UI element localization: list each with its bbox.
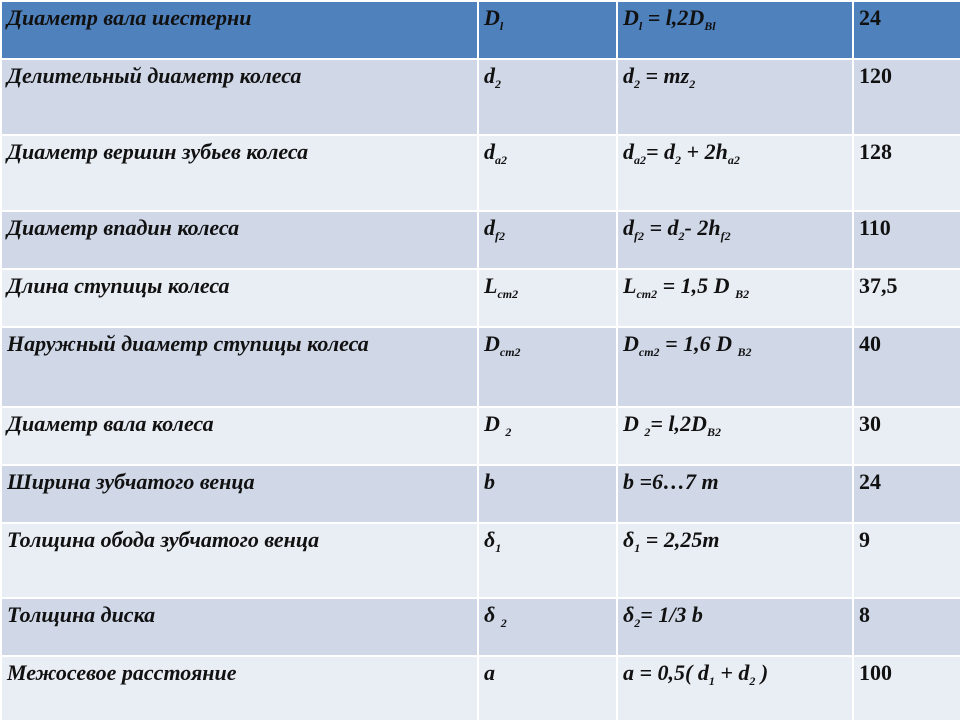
table-row bbox=[1, 465, 960, 523]
formula-subscript: 2 bbox=[634, 616, 641, 630]
parameter-name: Диаметр впадин колеса bbox=[1, 211, 478, 269]
table-row bbox=[1, 407, 960, 465]
symbol-base: a bbox=[484, 660, 495, 685]
formula-text: δ bbox=[623, 527, 635, 552]
formula-subscript: f2 bbox=[720, 229, 731, 243]
table-row bbox=[1, 523, 960, 598]
parameter-value: 8 bbox=[853, 598, 960, 656]
formula bbox=[617, 327, 853, 407]
table-row bbox=[1, 1, 960, 59]
formula-text: d bbox=[623, 63, 634, 88]
parameter-symbol bbox=[478, 211, 617, 269]
parameter-symbol bbox=[478, 327, 617, 407]
formula bbox=[617, 407, 853, 465]
parameter-name: Диаметр вала колеса bbox=[1, 407, 478, 465]
formula-subscript: 2 bbox=[689, 77, 696, 91]
parameter-value: 110 bbox=[853, 211, 960, 269]
symbol-subscript: l bbox=[499, 19, 504, 33]
parameter-name: Длина ступицы колеса bbox=[1, 269, 478, 327]
parameter-symbol bbox=[478, 269, 617, 327]
parameter-symbol bbox=[478, 465, 617, 523]
formula-subscript: B2 bbox=[706, 425, 721, 439]
symbol-base: d bbox=[484, 215, 495, 240]
formula-text: = mz bbox=[640, 63, 690, 88]
formula-text: L bbox=[623, 273, 637, 298]
formula-text: ) bbox=[755, 660, 769, 685]
parameter-symbol bbox=[478, 523, 617, 598]
parameter-name: Делительный диаметр колеса bbox=[1, 59, 478, 135]
parameter-symbol bbox=[478, 135, 617, 211]
formula-subscript: B2 bbox=[735, 287, 750, 301]
parameter-name: Наружный диаметр ступицы колеса bbox=[1, 327, 478, 407]
formula-subscript: Bl bbox=[704, 19, 716, 33]
table-row bbox=[1, 327, 960, 407]
formula bbox=[617, 1, 853, 59]
formula-subscript: B2 bbox=[737, 345, 752, 359]
formula-subscript: 1 bbox=[634, 541, 641, 555]
symbol-subscript: f2 bbox=[495, 229, 505, 243]
parameter-name: Межосевое расстояние bbox=[1, 656, 478, 721]
formula bbox=[617, 465, 853, 523]
table-row bbox=[1, 656, 960, 721]
parameter-value: 40 bbox=[853, 327, 960, 407]
formula-subscript: 2 bbox=[644, 425, 651, 439]
symbol-subscript: 2 bbox=[505, 425, 512, 439]
formula-text: = 1,6 D bbox=[659, 331, 738, 356]
symbol-base: d bbox=[484, 139, 495, 164]
formula-subscript: 2 bbox=[634, 77, 640, 91]
formula-subscript: 1 bbox=[708, 674, 715, 688]
symbol-base: D bbox=[484, 5, 500, 30]
formula-text: b =6…7 m bbox=[623, 469, 719, 494]
parameter-name: Диаметр вершин зубьев колеса bbox=[1, 135, 478, 211]
formula-subscript: cm2 bbox=[636, 287, 658, 301]
table-row bbox=[1, 598, 960, 656]
formula bbox=[617, 656, 853, 721]
parameter-name: Диаметр вала шестерни bbox=[1, 1, 478, 59]
parameter-symbol bbox=[478, 59, 617, 135]
formula-subscript: f2 bbox=[634, 229, 644, 243]
formula bbox=[617, 59, 853, 135]
parameter-value: 30 bbox=[853, 407, 960, 465]
formula-text: = 1,5 D bbox=[657, 273, 736, 298]
formula-text: - 2h bbox=[684, 215, 721, 240]
table-row bbox=[1, 135, 960, 211]
formula-text: a = 0,5( d bbox=[623, 660, 709, 685]
parameter-value: 128 bbox=[853, 135, 960, 211]
formula-text: = 1/3 b bbox=[640, 602, 703, 627]
formula bbox=[617, 211, 853, 269]
parameter-value: 24 bbox=[853, 465, 960, 523]
table-row bbox=[1, 269, 960, 327]
symbol-subscript: 1 bbox=[495, 541, 502, 555]
symbol-base: d bbox=[484, 63, 495, 88]
symbol-base: b bbox=[484, 469, 495, 494]
symbol-base: δ bbox=[484, 527, 496, 552]
formula-subscript: 2 bbox=[678, 229, 685, 243]
formula-text: = l,2D bbox=[650, 411, 707, 436]
symbol-subscript: 2 bbox=[500, 616, 507, 630]
formula-subscript: cm2 bbox=[638, 345, 660, 359]
symbol-base: D bbox=[484, 411, 506, 436]
formula-subscript: l bbox=[638, 19, 643, 33]
formula bbox=[617, 135, 853, 211]
formula-text: D bbox=[623, 331, 639, 356]
parameter-symbol bbox=[478, 656, 617, 721]
formula-text: = d bbox=[644, 215, 679, 240]
symbol-subscript: a2 bbox=[495, 153, 507, 167]
parameter-symbol bbox=[478, 407, 617, 465]
formula-subscript: 2 bbox=[749, 674, 756, 688]
formula-text: = d bbox=[646, 139, 676, 164]
parameter-name: Ширина зубчатого венца bbox=[1, 465, 478, 523]
parameter-value: 9 bbox=[853, 523, 960, 598]
formula-text: = l,2D bbox=[642, 5, 705, 30]
formula-text: d bbox=[623, 139, 634, 164]
formula-text: d bbox=[623, 215, 634, 240]
parameter-value: 24 bbox=[853, 1, 960, 59]
formula-subscript: 2 bbox=[675, 153, 682, 167]
symbol-subscript: cm2 bbox=[499, 345, 521, 359]
symbol-base: L bbox=[484, 273, 498, 298]
table-body bbox=[1, 1, 960, 721]
symbol-base: D bbox=[484, 331, 500, 356]
formula-text: δ bbox=[623, 602, 635, 627]
formula bbox=[617, 523, 853, 598]
formula-text: = 2,25m bbox=[640, 527, 720, 552]
formula bbox=[617, 598, 853, 656]
formula-text: + d bbox=[714, 660, 750, 685]
formula bbox=[617, 269, 853, 327]
table-row bbox=[1, 59, 960, 135]
parameter-value: 100 bbox=[853, 656, 960, 721]
formula-text: D bbox=[623, 5, 639, 30]
formula-text: D bbox=[623, 411, 645, 436]
parameter-value: 120 bbox=[853, 59, 960, 135]
formula-subscript: a2 bbox=[634, 153, 646, 167]
symbol-subscript: 2 bbox=[495, 77, 501, 91]
parameter-name: Толщина диска bbox=[1, 598, 478, 656]
formula-text: + 2h bbox=[681, 139, 728, 164]
parameter-name: Толщина обода зубчатого венца bbox=[1, 523, 478, 598]
parameter-value: 37,5 bbox=[853, 269, 960, 327]
parameter-symbol bbox=[478, 1, 617, 59]
symbol-base: δ bbox=[484, 602, 501, 627]
symbol-subscript: cm2 bbox=[497, 287, 519, 301]
formula-subscript: a2 bbox=[727, 153, 740, 167]
table-row bbox=[1, 211, 960, 269]
parameter-symbol bbox=[478, 598, 617, 656]
